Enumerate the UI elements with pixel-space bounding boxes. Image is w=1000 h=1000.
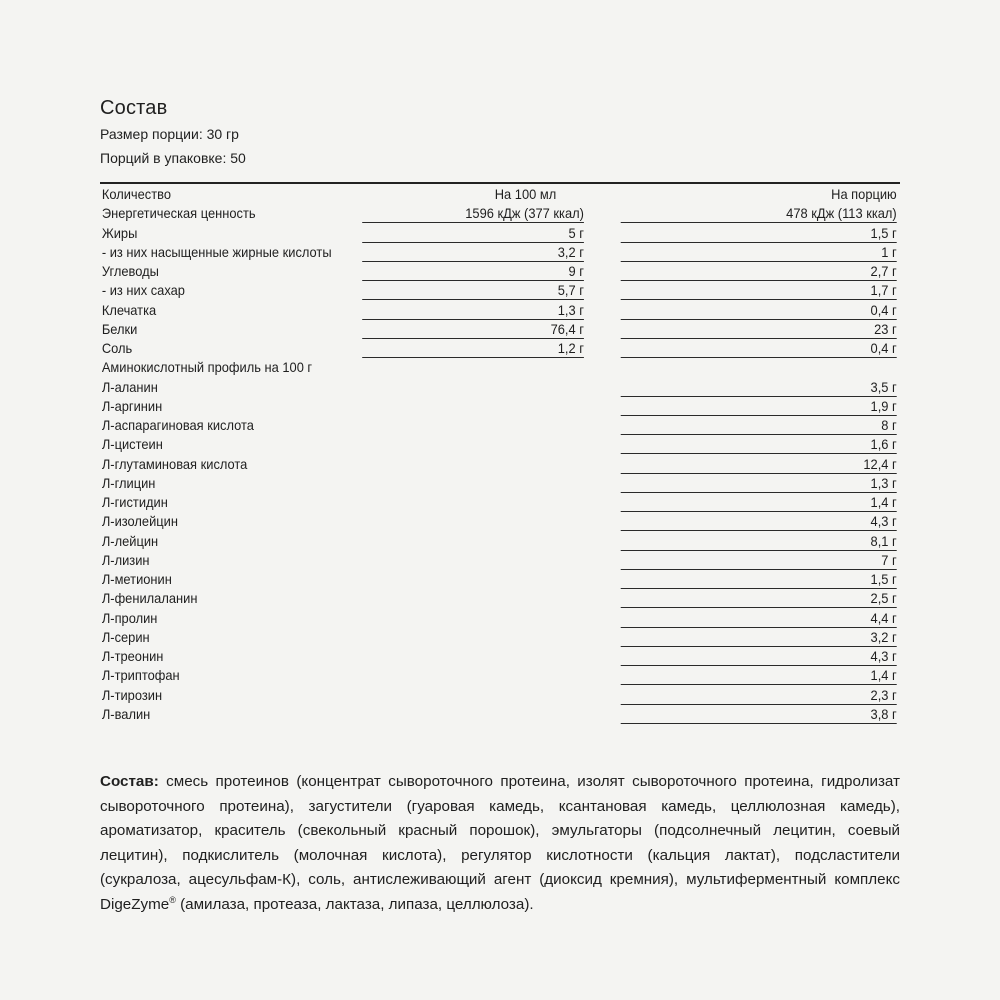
ingredients-text: смесь протеинов (концентрат сывороточного протеина, изолят сывороточного протеина, гидролизат сывороточного протеина), загустители (гуаровая камедь, ксантановая камедь, целлюлозная камедь), ароматизатор, краситель (свекольный красный порошок), эмульгаторы (подсолнечный лецитин, соевый лецитин), подкислитель (молочная кислота), регулятор кислотности (кальция лактат), подсластители (сукралоза, ацесульфам-К), соль, антислеживающий агент (диоксид кремния), мультиферментный комплекс DigeZyme — [100, 773, 900, 913]
row-per-serving: 1,4 г — [621, 493, 897, 512]
table-row — [100, 685, 900, 704]
table-row — [100, 454, 900, 473]
row-per-serving: 8 г — [621, 416, 897, 435]
table-row — [100, 569, 900, 588]
row-per-serving: 7 г — [621, 551, 897, 570]
row-name: - из них насыщенные жирные кислоты — [101, 243, 332, 260]
row-per-serving: 1,4 г — [621, 666, 897, 685]
table-row — [100, 627, 900, 646]
row-name: Л-цистеин — [101, 436, 163, 453]
table-row — [100, 338, 900, 357]
row-per-100 — [362, 686, 584, 704]
table-row — [100, 550, 900, 569]
nutrition-table — [100, 182, 900, 723]
row-name: Аминокислотный профиль на 100 г — [101, 359, 313, 376]
table-row — [100, 588, 900, 607]
table-row — [100, 261, 900, 280]
trademark-mark: ® — [169, 894, 176, 905]
page-title: Состав — [100, 97, 168, 119]
ingredients-tail: (амилаза, протеаза, лактаза, липаза, целлюлоза). — [175, 895, 534, 913]
row-per-serving: 478 кДж (113 ккал) — [621, 204, 897, 223]
row-per-serving: 1,7 г — [621, 281, 897, 300]
row-per-100 — [362, 397, 584, 415]
row-name: Л-аланин — [101, 378, 158, 395]
row-per-serving: 0,4 г — [621, 339, 897, 358]
row-per-serving: 1 г — [621, 243, 897, 262]
row-per-100 — [362, 378, 584, 396]
row-per-100: 5,7 г — [362, 281, 584, 300]
row-per-100 — [362, 551, 584, 569]
table-row — [100, 415, 900, 434]
row-name: Л-аргинин — [101, 397, 163, 414]
row-per-serving: 4,3 г — [621, 512, 897, 531]
row-per-100: 1,3 г — [362, 301, 584, 320]
row-per-100 — [362, 455, 584, 473]
ingredients-label: Состав: — [100, 773, 159, 790]
row-name: Л-пролин — [101, 609, 158, 626]
row-name: Клечатка — [101, 301, 157, 318]
row-per-serving: 3,8 г — [621, 705, 897, 724]
header-per-100: На 100 мл — [494, 186, 557, 202]
row-per-100 — [362, 493, 584, 511]
row-per-100 — [362, 358, 584, 376]
table-row — [100, 608, 900, 627]
row-per-100: 76,4 г — [362, 320, 584, 339]
header-quantity: Количество — [101, 186, 172, 202]
table-row — [100, 473, 900, 492]
row-per-100 — [362, 512, 584, 530]
row-per-serving: 1,5 г — [621, 224, 897, 243]
table-row — [100, 704, 900, 723]
row-name: Л-изолейцин — [101, 513, 178, 530]
row-name: Л-тирозин — [101, 686, 163, 703]
row-name: Л-валин — [101, 705, 151, 722]
row-name: Л-гистидин — [101, 494, 168, 510]
row-per-100 — [362, 647, 584, 665]
row-name: - из них сахар — [101, 282, 185, 299]
table-row — [100, 300, 900, 319]
row-name: Л-фенилаланин — [101, 590, 198, 607]
table-row — [100, 377, 900, 396]
row-per-serving: 4,3 г — [621, 647, 897, 666]
header-per-serving: На порцию — [831, 186, 897, 202]
table-body — [100, 203, 900, 723]
row-per-serving: 3,5 г — [621, 378, 897, 397]
table-row — [100, 319, 900, 338]
row-per-100 — [362, 589, 584, 607]
row-name: Л-триптофан — [101, 667, 180, 684]
row-per-serving: 1,6 г — [621, 435, 897, 454]
row-per-100: 3,2 г — [362, 243, 584, 262]
row-per-serving: 1,9 г — [621, 397, 897, 416]
row-name: Энергетическая ценность — [101, 205, 256, 222]
row-per-serving: 8,1 г — [621, 532, 897, 551]
table-row — [100, 280, 900, 299]
table-row — [100, 531, 900, 550]
row-per-serving: 23 г — [621, 320, 897, 339]
row-per-serving: 4,4 г — [621, 609, 897, 628]
table-row — [100, 203, 900, 222]
row-per-serving: 2,7 г — [621, 262, 897, 281]
table-row — [100, 511, 900, 530]
row-per-100 — [362, 666, 584, 684]
row-per-serving: 1,3 г — [621, 474, 897, 493]
table-header — [100, 184, 900, 203]
row-name: Л-лейцин — [101, 532, 159, 549]
ingredients-block — [100, 770, 900, 917]
servings-per-pack: Порций в упаковке: 50 — [100, 150, 246, 166]
row-per-100 — [362, 705, 584, 723]
row-per-serving: 12,4 г — [621, 455, 897, 474]
row-per-100: 5 г — [362, 224, 584, 243]
row-per-100 — [362, 474, 584, 492]
row-per-100: 9 г — [362, 262, 584, 281]
row-per-100: 1596 кДж (377 ккал) — [362, 204, 584, 223]
row-per-100 — [362, 532, 584, 550]
table-row — [100, 223, 900, 242]
row-per-serving — [621, 358, 897, 376]
row-name: Л-серин — [101, 628, 150, 645]
row-per-100: 1,2 г — [362, 339, 584, 358]
row-per-serving: 1,5 г — [621, 570, 897, 589]
row-name: Углеводы — [101, 263, 159, 279]
row-name: Л-метионин — [101, 571, 172, 587]
row-name: Л-лизин — [101, 551, 150, 568]
row-per-serving: 2,3 г — [621, 686, 897, 705]
row-per-100 — [362, 435, 584, 453]
row-per-100 — [362, 416, 584, 434]
row-name: Л-аспарагиновая кислота — [101, 417, 254, 433]
table-row — [100, 242, 900, 261]
row-name: Жиры — [101, 224, 138, 241]
table-row — [100, 665, 900, 684]
row-name: Л-глутаминовая кислота — [101, 455, 248, 472]
row-name: Соль — [101, 340, 133, 356]
row-name: Л-глицин — [101, 474, 156, 491]
serving-size: Размер порции: 30 гр — [100, 126, 239, 142]
table-row — [100, 646, 900, 665]
row-per-serving: 2,5 г — [621, 589, 897, 608]
table-row — [100, 492, 900, 511]
row-name: Белки — [101, 320, 138, 337]
row-name: Л-треонин — [101, 648, 164, 664]
row-per-serving: 0,4 г — [621, 301, 897, 320]
table-row — [100, 434, 900, 453]
table-row — [100, 357, 900, 376]
row-per-100 — [362, 570, 584, 588]
row-per-100 — [362, 628, 584, 646]
row-per-serving: 3,2 г — [621, 628, 897, 647]
table-row — [100, 396, 900, 415]
row-per-100 — [362, 609, 584, 627]
